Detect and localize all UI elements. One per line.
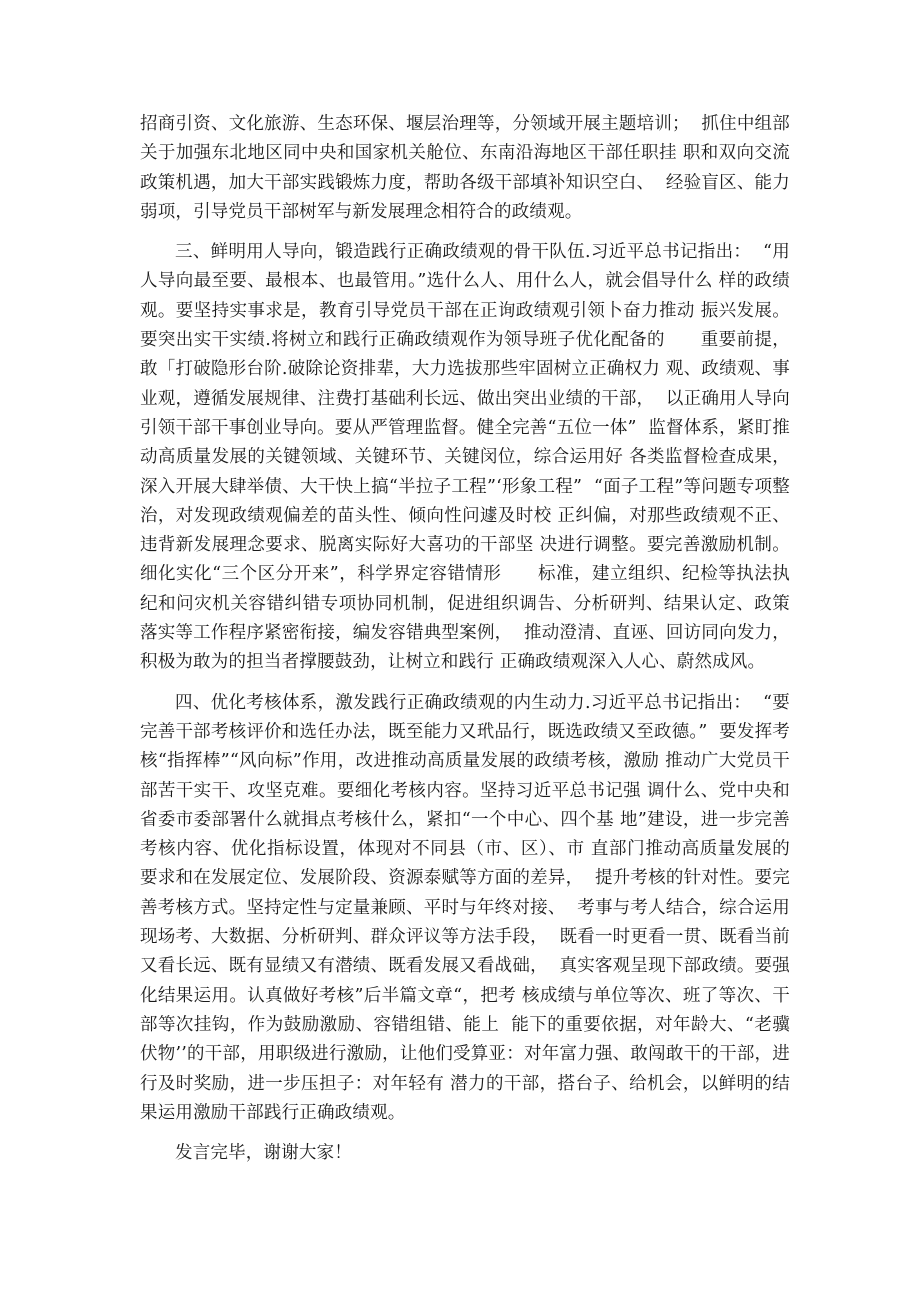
paragraph-training-continuation: 招商引资、文化旅游、生态环保、堰层治理等，分领域开展主题培训； 抓住中组部关于加强东北地区同中央和国家机关舱位、东南沿海地区干部任职挂 职和双向交流政策机遇，加大干部实践锻炼力度，帮助各级干部填补知识空白、 经验盲区、能力弱项，引导党员干部树军与新发展理念相符合的政绩观。 <box>140 114 790 222</box>
document-body <box>140 110 790 1179</box>
paragraph-closing: 发言完毕，谢谢大家！ <box>175 1143 352 1164</box>
paragraph-section-three: 三、鲜明用人导向，锻造践行正确政绩观的骨干队伍.习近平总书记指出： “用人导向最至要、最根本、也最管用。”选什么人、用什么人，就会倡导什么 样的政绩观。要坚持实事求是，教育引导党员干部在正询政绩观引领卜奋力推动 振兴发展。要突出实干实绩.将树立和践行正确政绩观作为领导班子优化配备的 重要前提，敢「打破隐形台阶.破除论资排辈，大力选拔那些牢固树立正确权力 观、政绩观、事业观，遵循发展规律、注费打基础利长远、做出突出业绩的干部， 以正确用人导向引领干部干事创业导向。要从严管理监督。健全完善“五位一体” 监督体系，紧盯推动高质量发展的关键领域、关键环节、关键闵位，综合运用好 各类监督检查成果，深入开展大肆举债、大干快上搞“半拉子工程”‘形象工程” “面子工程”等问题专项整治，对发现政绩观偏差的苗头性、倾向性问遽及时校 正纠偏，对那些政绩观不正、违背新发展理念要求、脱离实际好大喜功的干部坚 决进行调整。要完善激励机制。细化实化“三个区分开来”，科学界定容错情形 标准，建立组织、纪检等执法执纪和问灾机关容错纠错专项协同机制，促进组织调告、分析研判、结果认定、政策落实等工作程序紧密衔接，编发容错典型案例， 推动澄清、直诬、回访同向发力，积极为敢为的担当者撑腰鼓劲，让树立和践行 正确政绩观深入人心、蔚然成风。 <box>140 242 790 673</box>
paragraph-section-four: 四、优化考核体系，激发践行正确政绩观的内生动力.习近平总书记指出： “要完善干部考核评价和选任办法，既至能力又玳品行，既选政绩又至政德。” 要发挥考核“指挥棒”“风向标”作用，改进推动高质量发展的政绩考核，激励 推动广大党员干部苦干实干、攻坚克难。要细化考核内容。坚持习近平总书记强 调什么、党中央和省委市委部署什么就揖点考核什么，紧扣“一个中心、四个基 地”建设，进一步完善考核内容、优化指标设置，体现对不同县（市、区）、市 直部门推动高质量发展的要求和在发展定位、发展阶段、资源泰赋等方面的差异， 提升考核的针对性。要完善考核方式。坚持定性与定量兼顾、平时与年终对接、 考事与考人结合，综合运用现场考、大数据、分析研判、群众评议等方法手段， 既看一时更看一贯、既看当前又看长远、既有显绩又有潜绩、既看发展又看战础， 真实客观呈现下部政绩。要强化结果运用。认真做好考核”后半篇文章“，把考 核成绩与单位等次、班了等次、干部等次挂钩，作为鼓励激励、容错组错、能上 能下的重要依据，对年龄大、“老骥伏物’’的干部，用职级进行激励，让他们受算亚：对年富力强、敢闯敢干的干部，进行及时奖励，进一步压担子：对年轻有 潜力的干部，搭台子、给机会，以鲜明的结果运用激励干部践行正确政绩观。 <box>140 692 790 1123</box>
